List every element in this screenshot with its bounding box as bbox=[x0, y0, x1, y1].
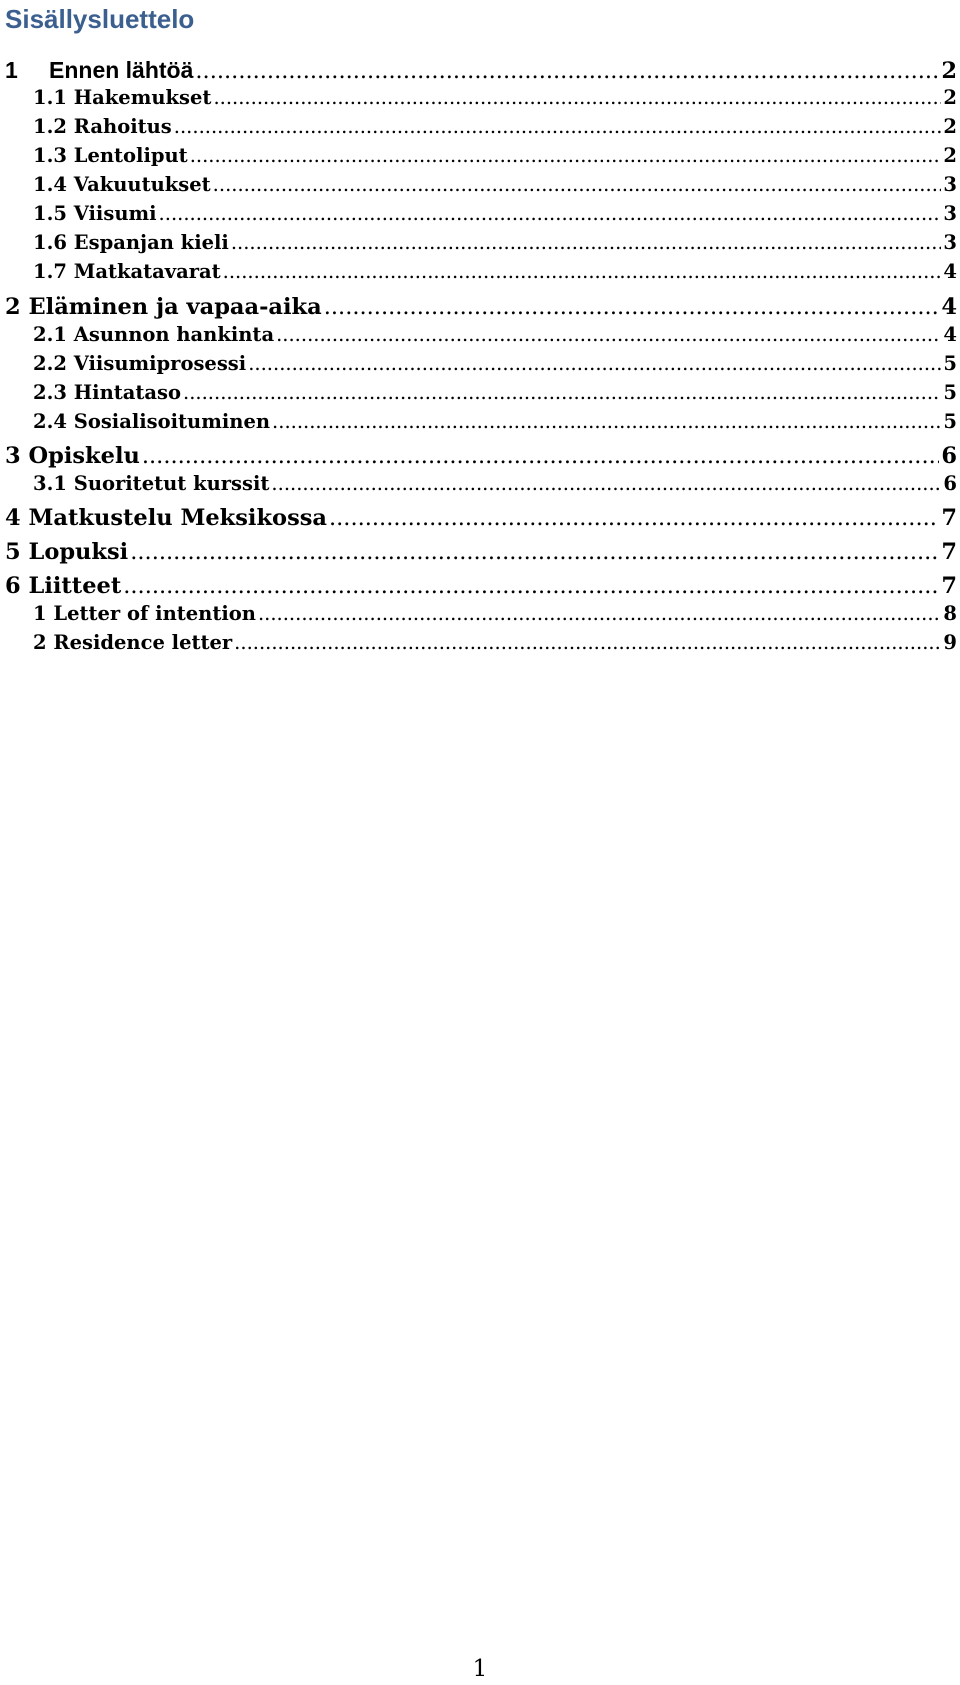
toc-entry-text: Vakuutukset bbox=[73, 173, 211, 196]
toc-entry-label bbox=[33, 171, 211, 199]
toc-entry-text: Ennen lähtöä bbox=[49, 57, 194, 83]
dot-leader bbox=[123, 571, 939, 601]
toc-entry-label bbox=[5, 55, 193, 85]
toc-page-number: 9 bbox=[943, 631, 957, 654]
dot-leader bbox=[159, 200, 942, 228]
dot-leader bbox=[213, 171, 942, 199]
toc-entry-text: Viisumi bbox=[73, 202, 157, 225]
toc-entry-number: 4 bbox=[5, 505, 21, 531]
toc-section-entry[interactable] bbox=[33, 258, 957, 286]
toc-entry-number: 2.3 bbox=[33, 381, 67, 404]
toc-page-number: 2 bbox=[941, 58, 957, 84]
toc-entry-text: Rahoitus bbox=[73, 115, 172, 138]
toc-entry-label bbox=[33, 321, 274, 349]
toc-page-number: 7 bbox=[941, 505, 957, 531]
toc-page-number: 7 bbox=[941, 539, 957, 565]
toc-entry-text: Eläminen ja vapaa-aika bbox=[28, 294, 322, 320]
toc-entry-label bbox=[33, 142, 188, 170]
toc-section-entry[interactable] bbox=[33, 600, 957, 628]
toc-page-number: 2 bbox=[943, 144, 957, 167]
toc-entry-label bbox=[5, 571, 121, 601]
toc-page-number: 4 bbox=[943, 260, 957, 283]
toc-section-entry[interactable] bbox=[33, 171, 957, 199]
toc-entry-label bbox=[33, 113, 172, 141]
toc-page-number: 5 bbox=[943, 410, 957, 433]
toc-entry-text: Residence letter bbox=[53, 631, 233, 654]
toc-section-entry[interactable] bbox=[33, 379, 957, 407]
toc-section-entry[interactable] bbox=[33, 350, 957, 378]
toc-entry-number: 1.1 bbox=[33, 86, 67, 109]
toc-chapter-entry[interactable] bbox=[5, 55, 957, 85]
toc-section-entry[interactable] bbox=[33, 408, 957, 436]
toc-entry-label bbox=[33, 379, 181, 407]
toc-section-entry[interactable] bbox=[33, 84, 957, 112]
dot-leader bbox=[130, 537, 939, 567]
toc-entry-number: 1.4 bbox=[33, 173, 67, 196]
toc-entry-text: Hintataso bbox=[73, 381, 182, 404]
toc-entry-number: 2.1 bbox=[33, 323, 67, 346]
dot-leader bbox=[276, 321, 941, 349]
dot-leader bbox=[258, 600, 941, 628]
toc-entry-text: Sosialisoituminen bbox=[73, 410, 271, 433]
toc-page-number: 6 bbox=[941, 443, 957, 469]
dot-leader bbox=[213, 84, 941, 112]
toc-entry-number: 2.4 bbox=[33, 410, 67, 433]
dot-leader bbox=[183, 379, 941, 407]
dot-leader bbox=[324, 292, 940, 322]
toc-entry-text: Lentoliput bbox=[73, 144, 188, 167]
toc-page-number: 3 bbox=[943, 173, 957, 196]
toc-title: Sisällysluettelo bbox=[5, 4, 195, 34]
toc-entry-label bbox=[33, 629, 232, 657]
toc-page-number: 6 bbox=[943, 472, 957, 495]
toc-entry-label bbox=[5, 503, 327, 533]
toc-entry-label bbox=[33, 470, 269, 498]
toc-entry-label bbox=[33, 258, 221, 286]
toc-page-number: 8 bbox=[943, 602, 957, 625]
toc-entry-label bbox=[33, 408, 270, 436]
toc-entry-text: Letter of intention bbox=[53, 602, 256, 625]
toc-entry-number: 2.2 bbox=[33, 352, 67, 375]
dot-leader bbox=[142, 441, 939, 471]
dot-leader bbox=[329, 503, 939, 533]
toc-page-number: 2 bbox=[943, 86, 957, 109]
toc-page-number: 2 bbox=[943, 115, 957, 138]
toc-entry-label bbox=[5, 441, 140, 471]
toc-entry-label bbox=[33, 600, 256, 628]
toc-entry-label bbox=[33, 84, 211, 112]
toc-page-number: 4 bbox=[943, 323, 957, 346]
toc-entry-text: Opiskelu bbox=[28, 443, 140, 469]
toc-page-number: 7 bbox=[941, 573, 957, 599]
toc-entry-label bbox=[33, 350, 246, 378]
dot-leader bbox=[223, 258, 942, 286]
toc-entry-number: 3.1 bbox=[33, 472, 67, 495]
toc-chapter-entry[interactable] bbox=[5, 503, 957, 533]
page-number: 1 bbox=[472, 1656, 488, 1682]
dot-leader bbox=[195, 56, 939, 86]
toc-entry-number: 1.3 bbox=[33, 144, 67, 167]
toc-entry-label bbox=[33, 200, 157, 228]
toc-entry-text: Viisumiprosessi bbox=[73, 352, 247, 375]
toc-page-number: 3 bbox=[943, 231, 957, 254]
toc-entry-number: 1 bbox=[33, 602, 47, 625]
toc-entry-text: Liitteet bbox=[28, 573, 122, 599]
toc-entry-number: 2 bbox=[33, 631, 47, 654]
toc-entry-number: 1.6 bbox=[33, 231, 67, 254]
toc-entry-number: 2 bbox=[5, 294, 21, 320]
toc-page-number: 4 bbox=[941, 294, 957, 320]
toc-page-number: 3 bbox=[943, 202, 957, 225]
toc-section-entry[interactable] bbox=[33, 629, 957, 657]
toc-entry-text: Matkustelu Meksikossa bbox=[28, 505, 327, 531]
toc-entry-text: Matkatavarat bbox=[73, 260, 221, 283]
dot-leader bbox=[234, 629, 941, 657]
toc-entry-text: Espanjan kieli bbox=[73, 231, 229, 254]
toc-entry-number: 1.2 bbox=[33, 115, 67, 138]
toc-section-entry[interactable] bbox=[33, 200, 957, 228]
dot-leader bbox=[174, 113, 942, 141]
toc-chapter-entry[interactable] bbox=[5, 441, 957, 471]
toc-entry-label bbox=[5, 537, 128, 567]
toc-section-entry[interactable] bbox=[33, 113, 957, 141]
toc-entry-label bbox=[33, 229, 229, 257]
toc-section-entry[interactable] bbox=[33, 142, 957, 170]
dot-leader bbox=[248, 350, 941, 378]
toc-entry-number: 1.7 bbox=[33, 260, 67, 283]
toc-entry-label bbox=[5, 292, 322, 322]
toc-entry-number: 3 bbox=[5, 443, 21, 469]
toc-entry-text: Asunnon hankinta bbox=[73, 323, 275, 346]
dot-leader bbox=[190, 142, 942, 170]
toc-entry-number: 5 bbox=[5, 539, 21, 565]
toc-section-entry[interactable] bbox=[33, 229, 957, 257]
toc-entry-number: 1 bbox=[5, 57, 18, 83]
toc-entry-text: Hakemukset bbox=[73, 86, 212, 109]
dot-leader bbox=[231, 229, 942, 257]
toc-section-entry[interactable] bbox=[33, 470, 957, 498]
dot-leader bbox=[272, 408, 941, 436]
toc-page-number: 5 bbox=[943, 381, 957, 404]
toc-chapter-entry[interactable] bbox=[5, 292, 957, 322]
toc-entry-text: Suoritetut kurssit bbox=[73, 472, 270, 495]
toc-section-entry[interactable] bbox=[33, 321, 957, 349]
toc-entry-text: Lopuksi bbox=[28, 539, 129, 565]
toc-page-number: 5 bbox=[943, 352, 957, 375]
dot-leader bbox=[271, 470, 941, 498]
toc-entry-number: 1.5 bbox=[33, 202, 67, 225]
toc-entry-number: 6 bbox=[5, 573, 21, 599]
toc-chapter-entry[interactable] bbox=[5, 537, 957, 567]
toc-chapter-entry[interactable] bbox=[5, 571, 957, 601]
